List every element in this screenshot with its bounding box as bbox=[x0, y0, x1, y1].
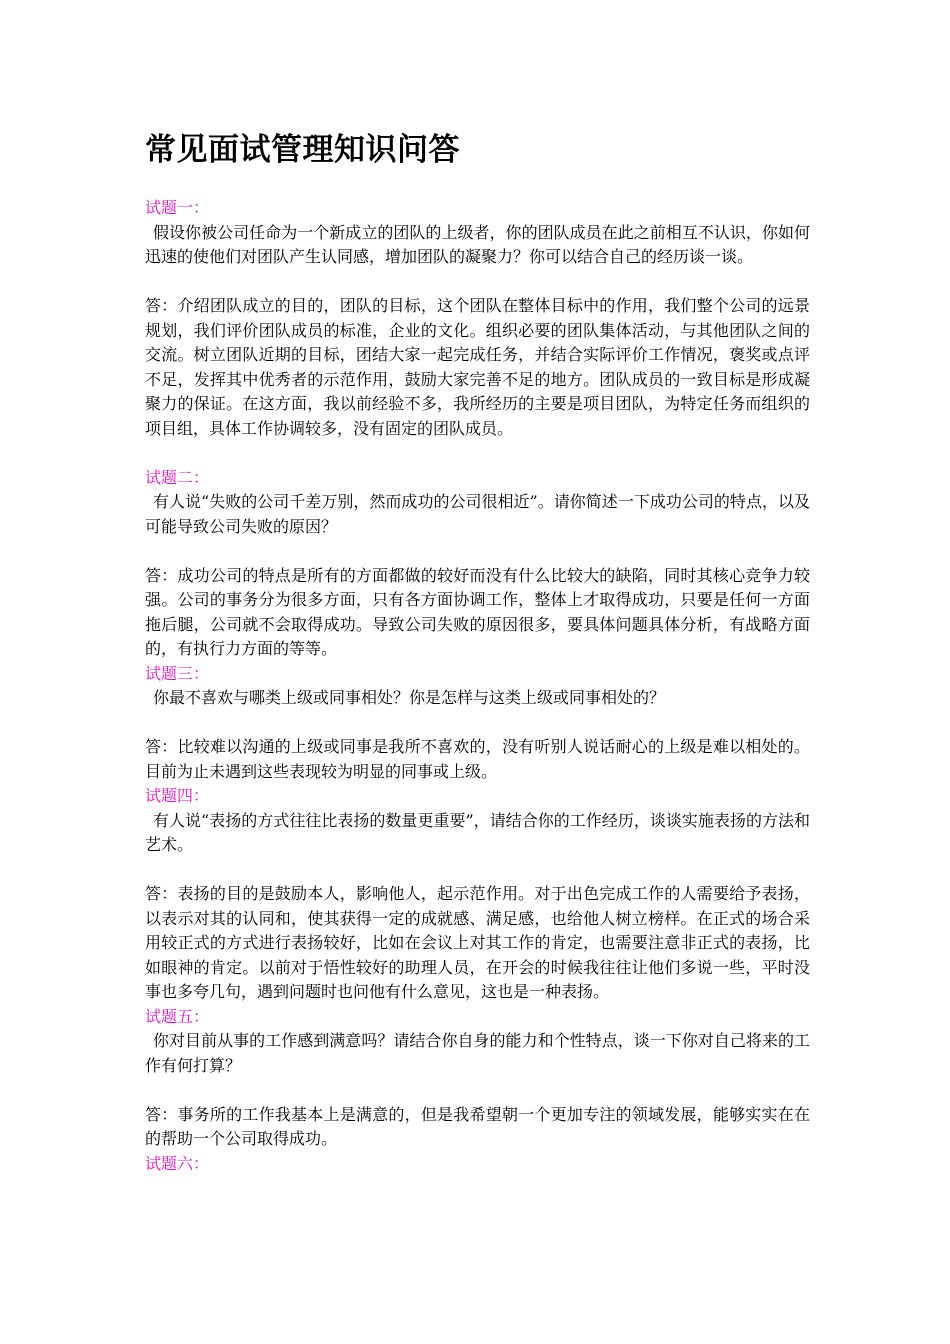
answer-text: 答：介绍团队成立的目的，团队的目标，这个团队在整体目标中的作用，我们整个公司的远景规划，我们评价团队成员的标准，企业的文化。组织必要的团队集体活动，与其他团队之间的交流。树立团队近期的目标，团结大家一起完成任务，并结合实际评价工作情况，褒奖或点评不足，发挥其中优秀者的示范作用，鼓励大家完善不足的地方。团队成员的一致目标是形成凝聚力的保证。在这方面，我以前经验不多，我所经历的主要是项目团队，为特定任务而组织的项目组，具体工作协调较多，没有固定的团队成员。 bbox=[145, 296, 810, 438]
question-block-1 bbox=[145, 196, 810, 466]
answer-text: 答：事务所的工作我基本上是满意的，但是我希望朝一个更加专注的领域发展，能够实实在在的帮助一个公司取得成功。 bbox=[145, 1104, 810, 1148]
question-block-3 bbox=[145, 662, 810, 785]
question-label: 试题四： bbox=[145, 786, 210, 805]
answer-text: 答：表扬的目的是鼓励本人，影响他人，起示范作用。对于出色完成工作的人需要给予表扬，以表示对其的认同和，使其获得一定的成就感、满足感，也给他人树立榜样。在正式的场合采用较正式的方式进行表扬较好，比如在会议上对其工作的肯定，也需要注意非正式的表扬，比如眼神的肯定。以前对于悟性较好的助理人员，在开会的时候我往往让他们多说一些，平时没事也多夸几句，遇到问题时也问他有什么意见，这也是一种表扬。 bbox=[145, 884, 810, 1001]
question-text: 你最不喜欢与哪类上级或同事相处？你是怎样与这类上级或同事相处的？ bbox=[153, 688, 666, 707]
question-label: 试题一： bbox=[145, 198, 210, 217]
answer-text: 答：比较难以沟通的上级或同事是我所不喜欢的，没有听别人说话耐心的上级是难以相处的。目前为止未遇到这些表现较为明显的同事或上级。 bbox=[145, 737, 810, 781]
question-text: 有人说“表扬的方式往往比表扬的数量更重要”，请结合你的工作经历，谈谈实施表扬的方法和艺术。 bbox=[145, 810, 810, 854]
document-page bbox=[145, 0, 810, 1176]
question-label: 试题五： bbox=[145, 1006, 210, 1026]
question-text: 你对目前从事的工作感到满意吗？请结合你自身的能力和个性特点，谈一下你对自己将来的工作有何打算？ bbox=[145, 1031, 810, 1075]
document-title: 常见面试管理知识问答 bbox=[145, 132, 460, 168]
question-block-2 bbox=[145, 466, 810, 662]
question-block-4 bbox=[145, 784, 810, 1005]
question-label: 试题六： bbox=[145, 1153, 210, 1173]
question-block-6 bbox=[145, 1152, 810, 1177]
question-text: 有人说“失败的公司千差万别，然而成功的公司很相近”。请你简述一下成功公司的特点，以及可能导致公司失败的原因？ bbox=[145, 492, 810, 536]
question-text: 假设你被公司任命为一个新成立的团队的上级者，你的团队成员在此之前相互不认识，你如何迅速的使他们对团队产生认同感，增加团队的凝聚力？你可以结合自己的经历谈一谈。 bbox=[145, 222, 810, 266]
question-label: 试题三： bbox=[145, 663, 210, 683]
answer-text: 答：成功公司的特点是所有的方面都做的较好而没有什么比较大的缺陷，同时其核心竞争力较强。公司的事务分为很多方面，只有各方面协调工作，整体上才取得成功，只要是任何一方面拖后腿，公司就不会取得成功。导致公司失败的原因很多，要具体问题具体分析，有战略方面的，有执行力方面的等等。 bbox=[145, 565, 810, 658]
question-label: 试题二： bbox=[145, 467, 210, 487]
question-block-5 bbox=[145, 1005, 810, 1152]
